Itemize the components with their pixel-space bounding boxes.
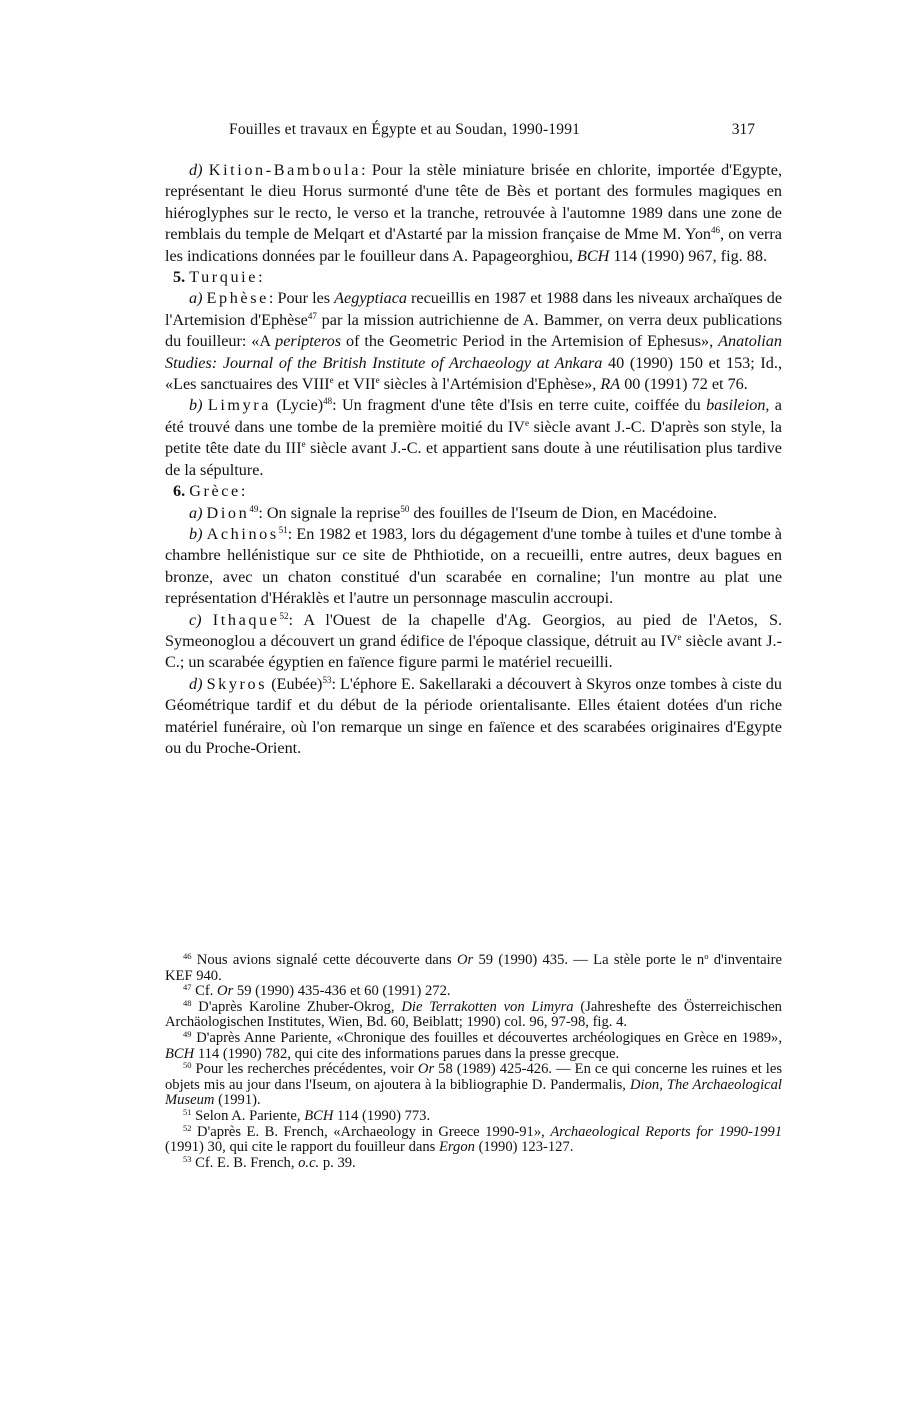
paragraph-text: : A l'Ouest de la chapelle d'Ag. Georgios, au pied de l'Aetos, S. Symeonoglou a découvert un grand édifice de l'époque classique, détruit au IV [165,610,782,650]
italic-term: Aegyptiaca [334,289,407,308]
journal-title: Or [217,983,234,1000]
page-number: 317 [731,121,755,138]
paragraph-text: , on verra les indications données par le fouilleur dans A. Papageorghiou, [165,225,782,265]
superscript: e [375,375,380,386]
section-heading-turquie [165,267,782,288]
paragraph-text: siècles à l'Artémision d'Ephèse», [379,375,601,394]
paragraph-text: : Pour les [268,289,335,308]
journal-title: Or [456,952,474,968]
italic-term: peripteros [275,332,342,351]
site-name: Achinos [206,524,279,543]
footnote-text: 114 (1990) 773. [333,1107,431,1124]
paragraph-text: , a été trouvé dans une tombe de la première moitié du IV [165,396,782,436]
paragraph-text: : En 1982 et 1983, lors du dégagement d'une tombe à tuiles et d'une tombe à chambre hellénistique sur ce site de Phthiotide, on a recueilli, entre autres, deux bagues en bronze, avec un chaton constitué d'un scarabée en cornaline; l'un montre au plat une représentation d'Héraklès et l'autre un personnage masculin accroupi. [165,524,782,608]
paragraph-text: siècle avant J.-C.; un scarabée égyptien en faïence figure parmi le matériel recueilli. [165,631,782,672]
paragraph-ephese [165,288,782,395]
footnote-46 [165,953,782,984]
site-name: Skyros [206,674,268,693]
footnote-text: p. 39. [319,1154,356,1171]
site-name: Limyra [207,396,272,415]
italic-abbrev: o.c. [298,1154,320,1171]
superscript: o [704,951,709,961]
item-letter: d) [189,674,203,693]
main-text [165,160,782,759]
footnote-number: 50 [183,1060,192,1071]
paragraph-skyros [165,674,782,760]
footnote-text: D'après Anne Pariente, «Chronique des fouilles et découvertes archéologiques en Grèce en 1989», [196,1029,782,1046]
paragraph-limyra [165,395,782,481]
footnote-text: (1991) 30, qui cite le rapport du fouilleur dans [165,1139,439,1156]
section-number: 5. [173,268,186,287]
footnote-number: 49 [183,1028,192,1039]
section-number: 6. [173,482,186,501]
footnote-number: 53 [183,1153,192,1164]
site-name: Kition-Bamboula [208,161,362,179]
paragraph-achinos [165,524,782,610]
journal-title: BCH [576,246,610,265]
section-heading-grece [165,481,782,502]
superscript: e [329,375,334,386]
section-label: Turquie [189,268,259,287]
footnote-text: D'après Karoline Zhuber-Okrog, [198,998,402,1015]
footnote-53 [165,1153,782,1172]
item-letter: a) [189,503,203,522]
running-header [165,121,755,141]
site-name: Ithaque [212,610,280,629]
footnote-47 [165,984,782,1000]
paragraph-text: (Eubée) [267,674,323,693]
paragraph-text: recueillis en 1987 et 1988 dans les niveaux archaïques de l'Artemision d'Ephèse [165,289,783,329]
footnote-51 [165,1106,782,1125]
footnote-text: 58 (1989) 425-426. — En ce qui concerne les ruines et les objets mis au jour dans l'Iseum, on ajoutera à la bibliographie D. Pandermalis, [165,1061,782,1093]
footnote-number: 52 [183,1122,192,1133]
footnotes [165,953,782,1171]
footnote-50 [165,1062,782,1109]
footnote-number: 46 [183,951,192,961]
item-letter: b) [189,396,203,415]
footnote-ref: 50 [400,503,410,514]
paragraph-text: 40 (1990) 150 et 153; Id., «Les sanctuaires des VIII [165,353,782,394]
item-letter: b) [189,524,203,543]
footnote-ref: 47 [307,310,317,321]
footnote-number: 48 [183,997,192,1008]
footnote-text: 59 (1990) 435. — La stèle porte le n [473,952,705,968]
paragraph-text: : Pour la stèle miniature brisée en chlorite, importée d'Egypte, représentant le dieu Horus surmonté d'une tête de Bès et portant des formules magiques en hiéroglyphes sur le recto, le verso et la tranche, retrouvée à l'automne 1989 dans une zone de remblais du temple de Melqart et d'Astarté par la mission française de Mme M. Yon [165,161,782,244]
footnote-text: d'inventaire KEF 940. [165,952,783,984]
superscript: e [677,631,682,642]
section-colon: : [240,482,246,501]
journal-title: BCH [165,1045,195,1062]
footnote-text: 114 (1990) 782, qui cite des informations parues dans la presse grecque. [194,1045,620,1062]
journal-title: Anatolian Studies: Journal of the British Institute of Archaeology at Ankara [165,332,782,372]
paragraph-text: siècle avant J.-C. et appartient sans doute à une réutilisation plus tardive de la sépulture. [165,439,782,479]
item-letter: d) [189,161,203,179]
footnote-text: (1990) 123-127. [474,1139,574,1156]
journal-title: BCH [304,1107,334,1124]
item-letter: a) [189,289,203,308]
footnote-48 [165,997,782,1031]
footnote-49 [165,1028,782,1062]
footnote-ref: 53 [322,674,332,685]
superscript: e [524,417,529,428]
paragraph-text: et VII [333,375,376,394]
footnote-text: (1991). [214,1092,261,1109]
footnote-ref: 48 [323,396,333,407]
site-name: Dion [206,503,250,522]
section-label: Grèce [189,482,241,501]
journal-title: Or [417,1061,435,1078]
journal-title: RA [600,375,621,394]
footnote-text: Selon A. Pariente, [195,1107,305,1124]
paragraph-text: 00 (1991) 72 et 76. [620,375,748,394]
item-letter: c) [189,610,202,629]
paragraph-ithaque [165,610,782,674]
paragraph-text: par la mission autrichienne de A. Bammer, on verra deux publications du fouilleur: «A [165,310,782,351]
superscript: e [301,439,306,450]
paragraph-dion [165,503,782,524]
paragraph-text: : L'éphore E. Sakellaraki a découvert à Skyros onze tombes à ciste du Géométrique tardif et du début de la période orientalisante. Elles étaient dotées d'un riche matériel funéraire, où l'on remarque un singe en faïence et des scarabées originaires d'Egypte ou du Proche-Orient. [165,674,782,757]
footnote-text: D'après E. B. French, «Archaeology in Greece 1990-91», [197,1123,551,1140]
footnote-number: 47 [183,982,192,993]
journal-title: Archaeological Reports for 1990-1991 [550,1123,783,1140]
site-name: Ephèse [206,289,269,308]
paragraph-text: (Lycie) [271,396,324,415]
italic-term: basileion [706,396,766,415]
book-title: Die Terrakotten von Limyra [401,998,574,1015]
footnote-number: 51 [183,1106,192,1117]
footnote-ref: 46 [711,225,721,236]
journal-title: Ergon [438,1139,475,1156]
paragraph-text: des fouilles de l'Iseum de Dion, en Macédoine. [409,503,718,522]
book-title: Dion, The Archaeological Museum [165,1076,782,1109]
footnote-ref: 52 [279,610,289,621]
footnote-text: 59 (1990) 435-436 et 60 (1991) 272. [233,983,451,1000]
section-colon: : [258,268,263,287]
paragraph-text: of the Geometric Period in the Artemision of Ephesus», [341,332,719,351]
footnote-52 [165,1122,783,1156]
footnote-text: Pour les recherches précédentes, voir [195,1061,418,1078]
paragraph-text: : Un fragment d'une tête d'Isis en terre cuite, coiffée du [332,396,707,415]
paragraph-text: siècle avant J.-C. D'après son style, la petite tête date du III [165,417,782,458]
footnote-text: Cf. E. B. French, [195,1154,299,1171]
paragraph-text: 114 (1990) 967, fig. 88. [609,246,767,265]
footnote-ref: 49 [249,503,259,514]
running-title: Fouilles et travaux en Égypte et au Soudan, 1990-1991 [229,121,581,138]
footnote-text: Cf. [195,983,218,1000]
footnote-ref: 51 [278,524,288,535]
footnote-text: (Jahreshefte des Österreichischen Archäologischen Institutes, Wien, Bd. 60, Beiblatt; 1990) col. 96, 97-98, fig. 4. [165,998,782,1031]
footnote-text: Nous avions signalé cette découverte dans [196,952,457,968]
paragraph-text: : On signale la reprise [258,503,401,522]
paragraph-kition [165,160,782,267]
